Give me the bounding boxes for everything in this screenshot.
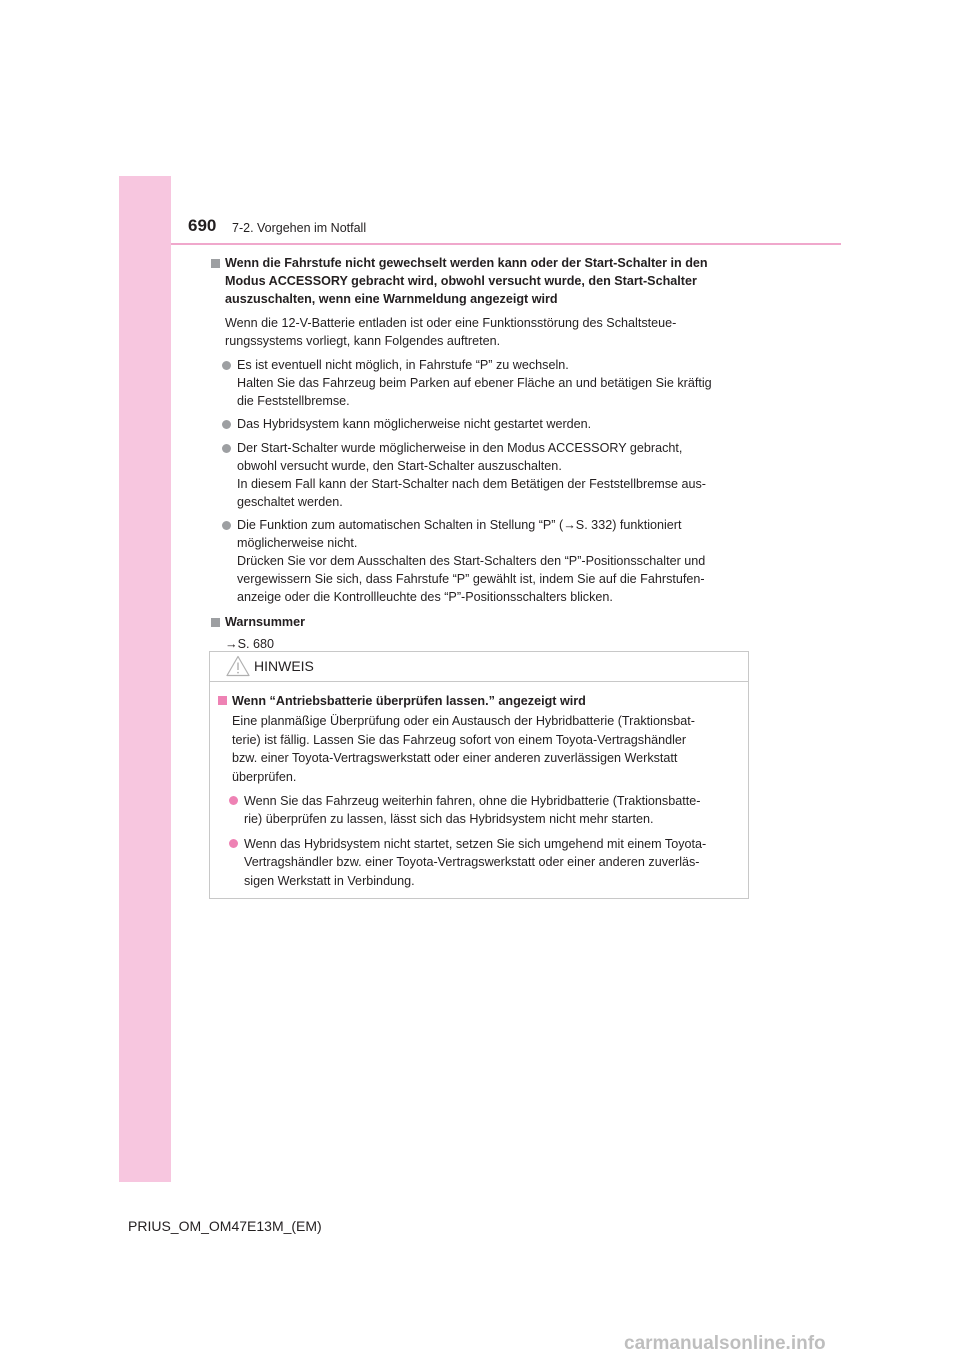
round-bullet-icon — [229, 839, 238, 848]
notice-header — [210, 652, 748, 682]
notice-paragraph: Eine planmäßige Überprüfung oder ein Austausch der Hybridbatterie (Traktionsbat- terie) ist fällig. Lassen Sie das Fahrzeug sofort von einem Toyota-Vertragshändler bzw. einer Toyota-Vertragswerkstatt oder einer anderen zuverlässigen Werkstatt überprüfen. — [232, 714, 695, 784]
page-number: 690 — [188, 216, 217, 235]
list-item: Wenn das Hybridsystem nicht startet, setzen Sie sich umgehend mit einem Toyota- Vertragshändler bzw. einer Toyota-Vertragswerkstatt oder einer anderen zuverläs- sigen Werkstatt in Verbindung. — [228, 835, 741, 890]
main-content — [209, 255, 750, 664]
chapter-sidebar — [119, 176, 171, 1182]
page-reference: →S. 680 — [225, 637, 275, 652]
round-bullet-icon — [222, 521, 231, 530]
notice-body — [216, 692, 741, 896]
notice-label: HINWEIS — [254, 658, 314, 674]
square-bullet-icon — [218, 696, 227, 705]
section-intro: Wenn die 12-V-Batterie entladen ist oder eine Funktionsstörung des Schaltsteue- rungssystems vorliegt, kann Folgendes auftreten. — [225, 316, 677, 349]
round-bullet-icon — [222, 361, 231, 370]
header-rule — [171, 243, 841, 245]
square-bullet-icon — [211, 259, 220, 268]
list-item: Das Hybridsystem kann möglicherweise nicht gestartet werden. — [221, 416, 750, 434]
square-bullet-icon — [211, 618, 220, 627]
document-code: PRIUS_OM_OM47E13M_(EM) — [128, 1218, 322, 1234]
section-header: 7-2. Vorgehen im Notfall — [232, 221, 367, 235]
round-bullet-icon — [222, 420, 231, 429]
round-bullet-icon — [229, 796, 238, 805]
list-item: Der Start-Schalter wurde möglicherweise in den Modus ACCESSORY gebracht, obwohl versucht wurde, den Start-Schalter auszuschalten. In diesem Fall kann der Start-Schalter nach dem Betätigen der Feststellbremse aus- geschaltet werden. — [221, 440, 750, 511]
list-item: Wenn Sie das Fahrzeug weiterhin fahren, ohne die Hybridbatterie (Traktionsbatte- rie) überprüfen zu lassen, lässt sich das Hybridsystem nicht mehr starten. — [228, 792, 741, 829]
list-item: Es ist eventuell nicht möglich, in Fahrstufe “P” zu wechseln. Halten Sie das Fahrzeug beim Parken auf ebener Fläche an und betätigen Sie kräftig die Feststellbremse. — [221, 357, 750, 410]
watermark: carmanualsonline.info — [624, 1333, 826, 1354]
section-title-shift: Wenn die Fahrstufe nicht gewechselt werden kann oder der Start-Schalter in den Modus ACCESSORY gebracht wird, obwohl versucht wurde, den Start-Schalter auszuschalten, wenn eine Warnmeldung angezeigt wird — [209, 255, 750, 308]
notice-title: Wenn “Antriebsbatterie überprüfen lassen.” angezeigt wird — [216, 692, 741, 710]
section-title-warning-buzzer: Warnsummer — [209, 614, 750, 632]
warning-triangle-icon — [226, 655, 250, 677]
list-item: Die Funktion zum automatischen Schalten in Stellung “P” (→S. 332) funktioniert möglicherweise nicht. Drücken Sie vor dem Ausschalten des Start-Schalters den “P”-Positionsschalter und vergewissern Sie sich, dass Fahrstufe “P” gewählt ist, indem Sie auf die Fahrstufen- anzeige oder die Kontrollleuchte des “P”-Positionsschalters blicken. — [221, 517, 750, 606]
notice-box — [209, 651, 749, 899]
round-bullet-icon — [222, 444, 231, 453]
